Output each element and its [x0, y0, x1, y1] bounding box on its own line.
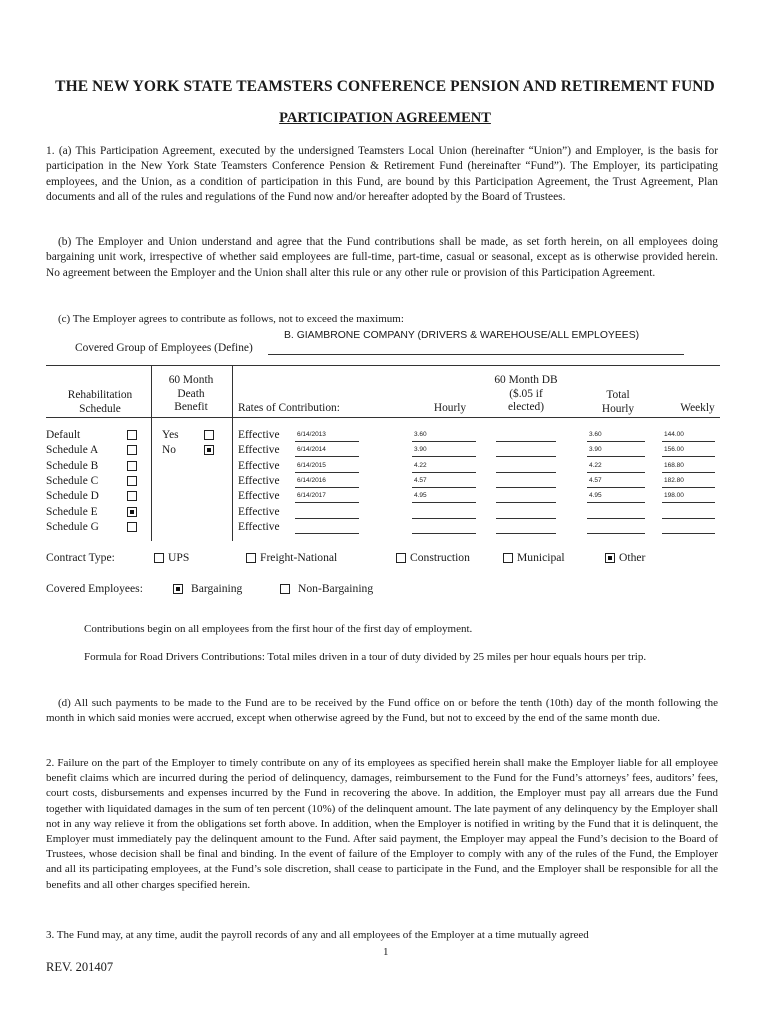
weekly-rate-value[interactable]: 182.80 [664, 477, 684, 484]
paragraph-3: 3. The Fund may, at any time, audit the payroll records of any and all employees of the Employer at a time mutually agreed [46, 929, 589, 941]
effective-date-line [295, 472, 359, 473]
total-hourly-value[interactable]: 4.95 [589, 492, 602, 499]
hourly-rate-value[interactable]: 4.57 [414, 477, 427, 484]
hourly-rate-line [412, 472, 476, 473]
effective-date-value[interactable]: 6/14/2014 [297, 446, 326, 453]
db-rate-line[interactable] [496, 441, 556, 442]
total-hourly-line [587, 441, 645, 442]
effective-label: Effective [238, 444, 280, 456]
schedule-label: Schedule G [46, 521, 99, 533]
weekly-rate-value[interactable]: 144.00 [664, 431, 684, 438]
schedule-label: Schedule B [46, 460, 99, 472]
contract-type-option-label: Municipal [517, 551, 565, 564]
page-number: 1 [383, 946, 389, 958]
contributions-begin-text: Contributions begin on all employees from the first hour of the first day of employment. [84, 623, 473, 635]
effective-date-line [295, 533, 359, 534]
total-hourly-line [587, 533, 645, 534]
weekly-rate-value[interactable]: 168.80 [664, 462, 684, 469]
effective-label: Effective [238, 506, 280, 518]
paragraph-1c: (c) The Employer agrees to contribute as follows, not to exceed the maximum: [58, 313, 404, 325]
paragraph-1d: (d) All such payments to be made to the Fund are to be received by the Fund office on or before the tenth (10th) day of the month following the month in which said monies were accrued, except when otherwise agreed by the Fund, but not to exceed by the end of the same month due. [46, 697, 718, 725]
effective-date-line [295, 487, 359, 488]
contract-type-checkbox[interactable] [246, 553, 256, 563]
weekly-rate-line [662, 456, 715, 457]
document-subtitle: PARTICIPATION AGREEMENT [279, 110, 491, 126]
death-benefit-yes-label: Yes [162, 429, 179, 441]
weekly-rate-line [662, 533, 715, 534]
paragraph-1b: (b) The Employer and Union understand and agree that the Fund contributions shall be made, as set forth herein, on all employees doing bargaining unit work, irrespective of whether said employees are full-time, part-time, casual or seasonal, except as is otherwise provided herein. No agreement between the Employer and the Union shall alter this rule or any other rule or provision of this Participation Agreement. [46, 236, 718, 279]
paragraph-1a: 1. (a) This Participation Agreement, executed by the undersigned Teamsters Local Union (hereinafter “Union”) and Employer, is the basis for participation in the New York State Teamsters Conference Pension & Retirement Fund (hereinafter “Fund”). The Employer, its participating employees, and the Union, as a condition of participation in this Fund, are bound by this Participation Agreement, the Trust Agreement, Plan documents and all of the rules and regulations of the Fund now and/or hereafter adopted by the Board of Trustees. [46, 145, 718, 204]
covered-group-label: Covered Group of Employees (Define) [75, 342, 253, 354]
header-schedule: Rehabilitation Schedule [67, 389, 133, 415]
contract-type-option-label: Other [619, 551, 646, 564]
schedule-checkbox[interactable] [127, 507, 137, 517]
contract-type-checkbox[interactable] [503, 553, 513, 563]
hourly-rate-line [412, 502, 476, 503]
schedule-checkbox[interactable] [127, 491, 137, 501]
weekly-rate-line [662, 441, 715, 442]
death-benefit-no-label: No [162, 444, 176, 456]
covered-group-value[interactable]: B. GIAMBRONE COMPANY (DRIVERS & WAREHOUSE/ALL EMPLOYEES) [284, 330, 640, 341]
contract-type-option-label: UPS [168, 551, 190, 564]
contract-type-option-label: Construction [410, 551, 470, 564]
contract-type-label: Contract Type: [46, 551, 115, 564]
weekly-rate-line [662, 472, 715, 473]
effective-label: Effective [238, 475, 280, 487]
effective-date-line [295, 456, 359, 457]
road-drivers-formula: Formula for Road Drivers Contributions: Total miles driven in a tour of duty divided by 25 miles per hour equals hours per trip. [84, 651, 647, 663]
total-hourly-value[interactable]: 4.57 [589, 477, 602, 484]
death-benefit-yes-checkbox[interactable] [204, 430, 214, 440]
header-db: 60 Month DB ($.05 if elected) [494, 374, 558, 413]
header-hourly: Hourly [433, 402, 467, 414]
table-divider-1 [151, 365, 152, 541]
total-hourly-line [587, 502, 645, 503]
db-rate-line[interactable] [496, 456, 556, 457]
table-header-rule [46, 417, 720, 418]
weekly-rate-line [662, 487, 715, 488]
effective-date-line [295, 502, 359, 503]
effective-date-line [295, 441, 359, 442]
schedule-label: Schedule E [46, 506, 98, 518]
effective-label: Effective [238, 460, 280, 472]
effective-date-value[interactable]: 6/14/2016 [297, 477, 326, 484]
total-hourly-line [587, 487, 645, 488]
table-divider-2 [232, 365, 233, 541]
schedule-checkbox[interactable] [127, 476, 137, 486]
contract-type-option-label: Freight-National [260, 551, 338, 564]
hourly-rate-line [412, 533, 476, 534]
covered-employees-checkbox[interactable] [173, 584, 183, 594]
schedule-checkbox[interactable] [127, 430, 137, 440]
table-top-rule [46, 365, 720, 366]
total-hourly-value[interactable]: 3.60 [589, 431, 602, 438]
effective-label: Effective [238, 490, 280, 502]
revision-label: REV. 201407 [46, 960, 114, 974]
effective-label: Effective [238, 429, 280, 441]
covered-group-underline [268, 354, 684, 355]
hourly-rate-line [412, 441, 476, 442]
db-rate-line[interactable] [496, 502, 556, 503]
hourly-rate-value[interactable]: 4.22 [414, 462, 427, 469]
weekly-rate-value[interactable]: 198.00 [664, 492, 684, 499]
header-rates: Rates of Contribution: [238, 402, 340, 414]
effective-date-line [295, 518, 359, 519]
hourly-rate-value[interactable]: 3.90 [414, 446, 427, 453]
total-hourly-line [587, 472, 645, 473]
effective-date-value[interactable]: 6/14/2015 [297, 462, 326, 469]
effective-date-value[interactable]: 6/14/2013 [297, 431, 326, 438]
hourly-rate-line [412, 487, 476, 488]
covered-employees-label: Covered Employees: [46, 582, 143, 595]
total-hourly-value[interactable]: 4.22 [589, 462, 602, 469]
header-weekly: Weekly [680, 402, 715, 414]
header-death-benefit: 60 Month Death Benefit [168, 374, 214, 413]
schedule-checkbox[interactable] [127, 445, 137, 455]
contract-type-checkbox[interactable] [396, 553, 406, 563]
weekly-rate-line [662, 518, 715, 519]
schedule-label: Default [46, 429, 81, 441]
document-title: THE NEW YORK STATE TEAMSTERS CONFERENCE PENSION AND RETIREMENT FUND [55, 78, 715, 95]
covered-employees-option-label: Non-Bargaining [298, 582, 374, 595]
total-hourly-value[interactable]: 3.90 [589, 446, 602, 453]
covered-employees-checkbox[interactable] [280, 584, 290, 594]
weekly-rate-value[interactable]: 156.00 [664, 446, 684, 453]
schedule-label: Schedule C [46, 475, 99, 487]
hourly-rate-line [412, 518, 476, 519]
schedule-checkbox[interactable] [127, 522, 137, 532]
schedule-checkbox[interactable] [127, 461, 137, 471]
schedule-label: Schedule D [46, 490, 99, 502]
paragraph-2: 2. Failure on the part of the Employer to timely contribute on any of its employees as specified herein shall make the Employer liable for all employee benefit claims which are incurred during the period of delinquency, damages, reimbursement to the Fund for the Fund’s attorneys’ fees, auditors’ fees, court costs, disbursements and expenses incurred by the Fund in recovering the above. In addition, the Employer must pay all arrears due the Fund together with liquidated damages in the sum of ten percent (10%) of the delinquent amount. The late payment of any delinquency by the Employer shall not in any way relieve it from the obligations set forth above. In addition, when the Employer is notified in writing by the Fund that it is delinquent, the Employer must immediately pay the delinquent amount to the Fund. After said payment, the Employer may appeal the Fund’s decision to the Board of Trustees, whose decision shall be final and binding. In the event of failure of the Employer to comply with any of the rules of the Fund, the Employer and all its participating employees, at the Fund’s sole discretion, shall cease to participate in the Fund, and the Employer shall be responsible for all the benefits and all other charges specified herein. [46, 757, 718, 891]
effective-date-value[interactable]: 6/14/2017 [297, 492, 326, 499]
hourly-rate-value[interactable]: 3.60 [414, 431, 427, 438]
total-hourly-line [587, 518, 645, 519]
weekly-rate-line [662, 502, 715, 503]
db-rate-line[interactable] [496, 518, 556, 519]
contract-type-checkbox[interactable] [154, 553, 164, 563]
db-rate-line[interactable] [496, 472, 556, 473]
db-rate-line[interactable] [496, 533, 556, 534]
header-total: Total Hourly [601, 389, 635, 415]
hourly-rate-line [412, 456, 476, 457]
death-benefit-no-checkbox[interactable] [204, 445, 214, 455]
effective-label: Effective [238, 521, 280, 533]
covered-employees-option-label: Bargaining [191, 582, 243, 595]
schedule-label: Schedule A [46, 444, 99, 456]
total-hourly-line [587, 456, 645, 457]
contract-type-checkbox[interactable] [605, 553, 615, 563]
db-rate-line[interactable] [496, 487, 556, 488]
hourly-rate-value[interactable]: 4.95 [414, 492, 427, 499]
